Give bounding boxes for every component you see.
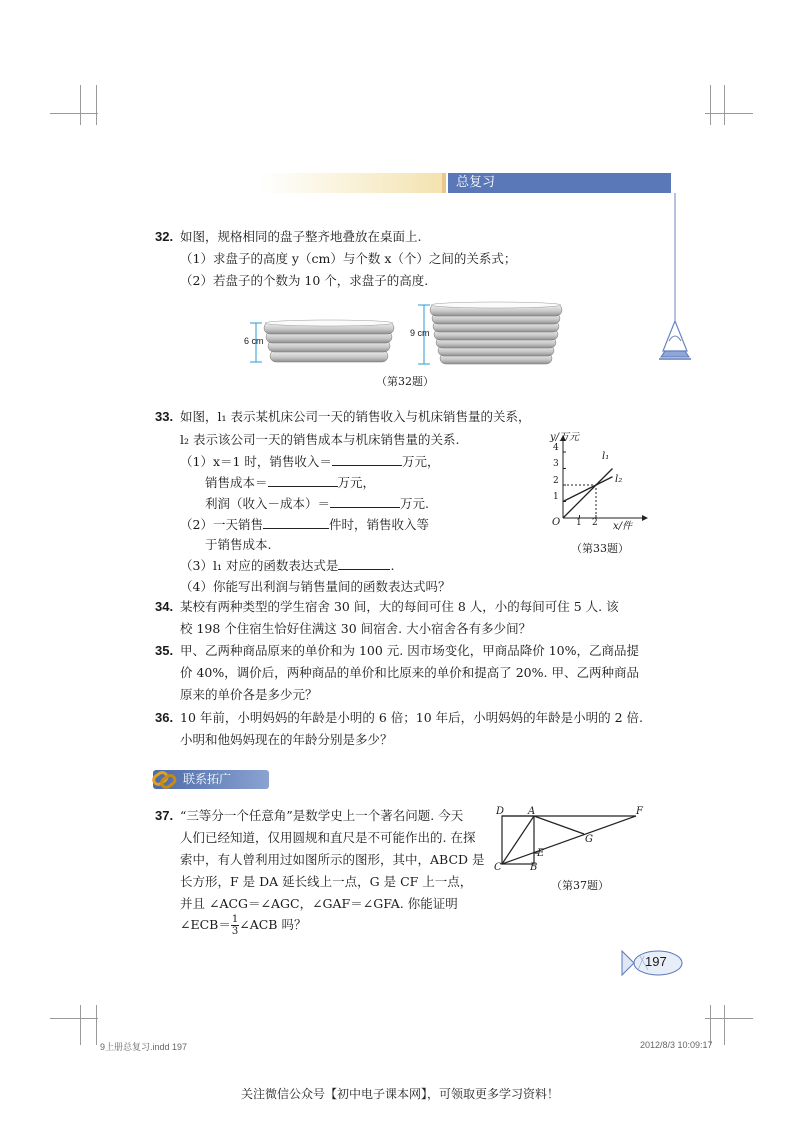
footer-notice: 关注微信公众号【初中电子课本网】，可领取更多学习资料！: [240, 1087, 559, 1101]
point-label: D: [496, 806, 505, 817]
header-decoration: [260, 173, 442, 193]
y-tick-label: 1: [553, 492, 559, 502]
x-tick-label: 2: [592, 518, 598, 528]
question-number: 36.: [155, 710, 174, 725]
dimension-label: 9 cm: [410, 328, 430, 338]
question-text: “三等分一个任意角”是数学史上一个著名问题. 今天: [180, 808, 464, 823]
question-text: 价 40%，调价后，两种商品的单价和比原来的单价和提高了 20%. 甲、乙两种商品: [180, 665, 639, 680]
fill-in-text: 万元.: [400, 496, 429, 511]
question-number: 33.: [155, 409, 174, 424]
point-label: B: [530, 862, 538, 873]
footer-timestamp: 2012/8/3 10:09:17: [640, 1040, 713, 1050]
fill-in-text: 件时，销售收入等: [328, 517, 429, 532]
question-part: [205, 494, 429, 514]
fill-in-text: 利润（收入－成本）＝: [205, 496, 331, 511]
fraction: [231, 914, 239, 937]
question-text: 长方形，F 是 DA 延长线上一点，G 是 CF 上一点，: [180, 874, 473, 889]
link-chain-icon: [150, 766, 180, 794]
chapter-header: 总复习: [448, 173, 671, 193]
fraction-numerator: 1: [231, 914, 239, 925]
question-text: 并且 ∠ACG＝∠AGC，∠GAF＝∠GFA. 你能证明: [180, 896, 458, 911]
point-label: E: [537, 848, 545, 859]
figure-caption: （第33题）: [571, 542, 629, 555]
answer-blank[interactable]: [330, 495, 400, 508]
question-text: 原来的单价各是多少元？: [180, 687, 318, 702]
fill-in-text: （3）l₁ 对应的函数表达式是: [180, 558, 339, 573]
point-label: F: [636, 806, 643, 817]
section-heading: 联系拓广: [153, 770, 269, 789]
figure-caption: （第37题）: [551, 879, 609, 892]
series-line-1: [563, 469, 613, 519]
question-text: 甲、乙两种商品原来的单价和为 100 元. 因市场变化，甲商品降价 10%，乙商品提: [180, 643, 640, 658]
point-label: C: [494, 862, 502, 873]
question-number: 37.: [155, 808, 174, 823]
question-part: [180, 556, 394, 576]
fill-in-text: （2）一天销售: [180, 517, 263, 532]
angle-expression: ∠ACB 吗？: [239, 917, 307, 932]
fill-in-text: 万元，: [401, 454, 440, 469]
question-part: （1）求盘子的高度 y（cm）与个数 x（个）之间的关系式；: [180, 251, 517, 266]
question-stem: l₂ 表示该公司一天的销售成本与机床销售量的关系.: [180, 432, 460, 447]
question-part: （2）若盘子的个数为 10 个，求盘子的高度.: [180, 273, 429, 288]
question-part: [180, 452, 439, 472]
origin-label: O: [552, 517, 561, 528]
header-separator: [442, 173, 446, 193]
question-text: 10 年前，小明妈妈的年龄是小明的 6 倍；10 年后，小明妈妈的年龄是小明的 2 倍.: [180, 710, 644, 725]
fill-in-text: 万元，: [337, 475, 376, 490]
question-text: 某校有两种类型的学生宿舍 30 间，大的每间可住 8 人，小的每间可住 5 人. 该: [180, 599, 619, 614]
x-axis-label: x/件: [613, 521, 633, 532]
question-number: 35.: [155, 643, 174, 658]
plates-figure: [240, 298, 570, 368]
fill-in-text: （1）x＝1 时，销售收入＝: [180, 454, 332, 469]
answer-blank[interactable]: [338, 557, 390, 570]
y-tick-label: 3: [553, 459, 559, 469]
footer-file-info: 9上册总复习.indd 197: [100, 1042, 188, 1052]
series-label: l₁: [602, 451, 610, 462]
answer-blank[interactable]: [332, 453, 402, 466]
question-stem: 如图，规格相同的盘子整齐地叠放在桌面上.: [180, 229, 422, 244]
question-number: 34.: [155, 599, 174, 614]
question-text: [180, 914, 306, 940]
fill-in-text: .: [390, 558, 395, 573]
geometry-figure: [490, 806, 650, 872]
x-tick-label: 1: [576, 518, 582, 528]
fill-in-text: 销售成本＝: [205, 475, 268, 490]
fraction-denominator: 3: [231, 926, 239, 937]
question-part: （4）你能写出利润与销售量间的函数表达式吗？: [180, 579, 451, 594]
series-line-2: [563, 477, 613, 502]
answer-blank[interactable]: [263, 516, 329, 529]
figure-caption: （第32题）: [376, 375, 434, 388]
question-part: [180, 515, 429, 535]
question-stem: 如图，l₁ 表示某机床公司一天的销售收入与机床销售量的关系，: [180, 409, 531, 424]
y-axis-label: y/万元: [550, 432, 580, 443]
question-part: 于销售成本.: [205, 537, 272, 552]
question-text: 校 198 个住宿生恰好住满这 30 间宿舍. 大小宿舍各有多少间？: [180, 621, 532, 636]
point-label: A: [528, 806, 536, 817]
series-label: l₂: [615, 474, 623, 485]
question-part: [205, 473, 375, 493]
y-tick-label: 2: [553, 476, 559, 486]
angle-expression: ∠ECB＝: [180, 917, 231, 932]
question-text: 人们已经知道，仅用圆规和直尺是不可能作出的. 在探: [180, 830, 476, 845]
tower-ornament-icon: [655, 193, 695, 373]
dimension-label: 6 cm: [244, 336, 264, 346]
answer-blank[interactable]: [268, 474, 338, 487]
question-text: 小明和他妈妈现在的年龄分别是多少？: [180, 732, 393, 747]
question-text: 索中，有人曾利用过如图所示的图形，其中，ABCD 是: [180, 852, 485, 867]
point-label: G: [585, 834, 593, 845]
y-tick-label: 4: [553, 443, 559, 453]
page-number: 197: [645, 954, 667, 969]
question-number: 32.: [155, 229, 174, 244]
